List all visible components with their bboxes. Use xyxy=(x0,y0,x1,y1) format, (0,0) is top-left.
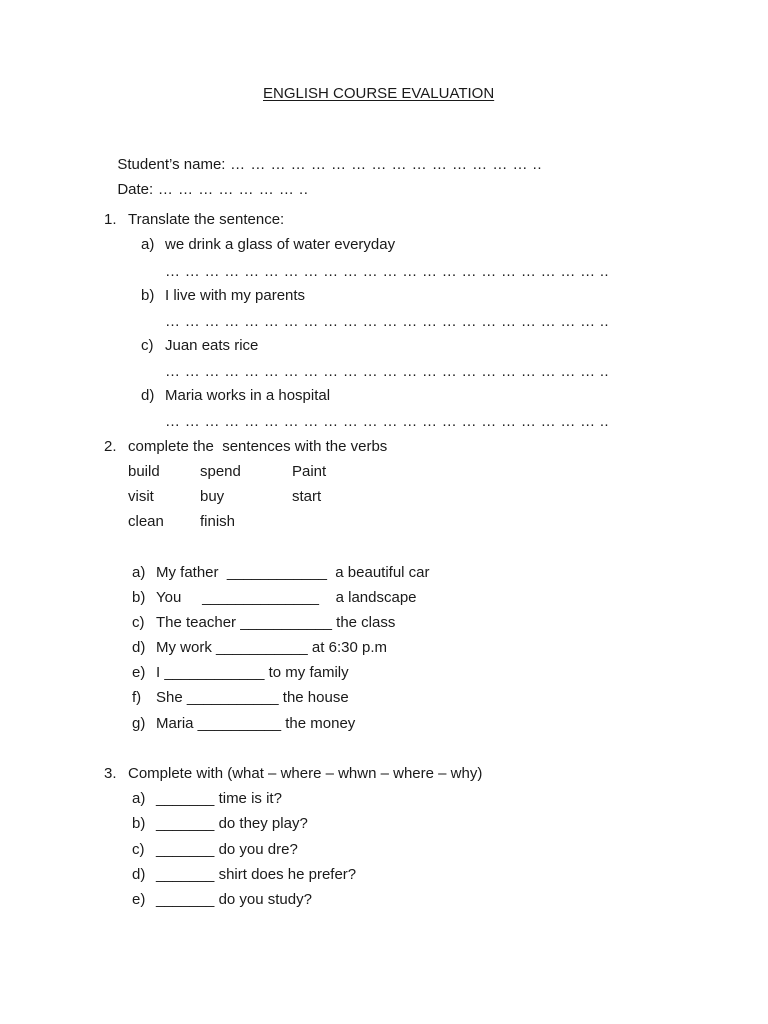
s1-item-letter: c) xyxy=(141,337,154,354)
verb-word: build xyxy=(128,463,160,480)
s2-item-letter: d) xyxy=(132,639,146,656)
s2-item-text: My work ___________ at 6:30 p.m xyxy=(156,639,387,656)
s1-item-text: Maria works in a hospital xyxy=(165,387,331,404)
s2-item-letter: e) xyxy=(132,664,146,681)
s1-item-letter: a) xyxy=(141,236,155,253)
s2-item-letter: g) xyxy=(132,715,146,732)
verb-word: clean xyxy=(128,513,164,530)
s1-answer-line: … … … … … … … … … … … … … … … … … … … … … … .. xyxy=(165,263,609,280)
student-name-label: Student’s name: xyxy=(117,156,226,173)
s2-item-letter: f) xyxy=(132,689,142,706)
section2-number: 2. xyxy=(104,438,117,455)
date-blank: … … … … … … … .. xyxy=(153,181,309,198)
s3-item-text: _______ do you study? xyxy=(156,891,312,908)
s2-item-text: My father ____________ a beautiful car xyxy=(156,564,430,581)
s2-item-text: The teacher ___________ the class xyxy=(156,614,396,631)
s3-item-letter: c) xyxy=(132,841,145,858)
date-label: Date: xyxy=(117,181,154,198)
s1-item-letter: b) xyxy=(141,287,155,304)
date-field xyxy=(109,160,308,200)
s1-item-text: Juan eats rice xyxy=(165,337,259,354)
verb-word: start xyxy=(292,488,322,505)
s2-item-text: You ______________ a landscape xyxy=(156,589,417,606)
s2-item-letter: a) xyxy=(132,564,146,581)
s3-item-letter: b) xyxy=(132,815,146,832)
s2-item-letter: c) xyxy=(132,614,145,631)
s2-item-text: Maria __________ the money xyxy=(156,715,356,732)
page-title: ENGLISH COURSE EVALUATION xyxy=(263,85,495,102)
s1-answer-line: … … … … … … … … … … … … … … … … … … … … … … .. xyxy=(165,363,609,380)
student-name-blank: … … … … … … … … … … … … … … … .. xyxy=(225,156,542,173)
s1-item-letter: d) xyxy=(141,387,155,404)
s2-item-letter: b) xyxy=(132,589,146,606)
s2-item-text: She ___________ the house xyxy=(156,689,349,706)
verb-word: finish xyxy=(200,513,236,530)
s3-item-text: _______ do they play? xyxy=(156,815,308,832)
s3-item-text: _______ shirt does he prefer? xyxy=(156,866,357,883)
s1-answer-line: … … … … … … … … … … … … … … … … … … … … … … .. xyxy=(165,413,609,430)
s2-item-text: I ____________ to my family xyxy=(156,664,349,681)
s3-item-letter: a) xyxy=(132,790,146,807)
section1-number: 1. xyxy=(104,211,117,228)
s1-item-text: I live with my parents xyxy=(165,287,306,304)
section3-instruction: Complete with (what – where – whwn – where – why) xyxy=(128,765,483,782)
s3-item-text: _______ time is it? xyxy=(156,790,282,807)
s1-item-text: we drink a glass of water everyday xyxy=(165,236,396,253)
verb-word: visit xyxy=(128,488,154,505)
section1-instruction: Translate the sentence: xyxy=(128,211,285,228)
s3-item-letter: e) xyxy=(132,891,146,908)
s3-item-letter: d) xyxy=(132,866,146,883)
s1-answer-line: … … … … … … … … … … … … … … … … … … … … … … .. xyxy=(165,313,609,330)
section3-number: 3. xyxy=(104,765,117,782)
verb-word: Paint xyxy=(292,463,327,480)
s3-item-text: _______ do you dre? xyxy=(156,841,298,858)
verb-word: buy xyxy=(200,488,225,505)
section2-instruction: complete the sentences with the verbs xyxy=(128,438,388,455)
verb-word: spend xyxy=(200,463,241,480)
